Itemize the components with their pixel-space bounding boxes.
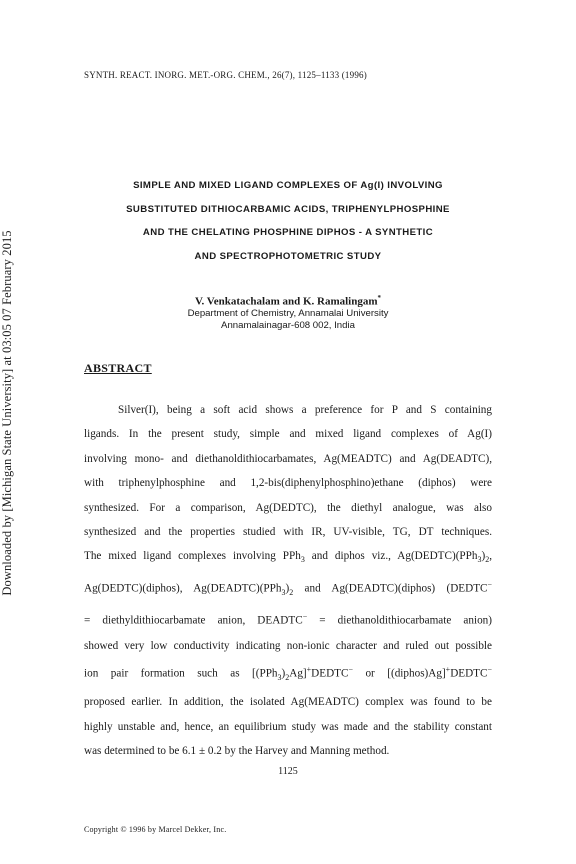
abstract-text: ): [285, 582, 290, 595]
abstract-line: [84, 605, 492, 633]
abstract-text: 2: [485, 555, 490, 565]
authors-names: V. Venkatachalam and K. Ramalingam: [194, 295, 378, 308]
abstract-text: involving mono- and diethanoldithiocarbamates, Ag(MEADTC) and Ag(DEADTC),: [84, 452, 492, 465]
abstract-line: [84, 496, 492, 520]
download-stamp: Downloaded by [Michigan State University] at 03:05 07 February 2015: [0, 230, 14, 596]
abstract-text: 3: [277, 672, 282, 682]
abstract-text: was determined to be 6.1 ± 0.2 by the Harvey and Manning method.: [84, 745, 390, 758]
abstract-text: 3: [300, 555, 305, 565]
abstract-line: [84, 544, 492, 573]
abstract-text: −: [487, 665, 492, 674]
abstract-text: −: [302, 612, 308, 622]
abstract-line: [84, 658, 492, 690]
abstract-line: [84, 398, 492, 422]
abstract-text: ion pair formation such as [(PPh: [84, 667, 278, 680]
abstract-text: Silver(I), being a soft acid shows a preference for P and S containing: [118, 404, 492, 416]
abstract-text: Ag]: [289, 667, 307, 680]
page-number: 1125: [278, 766, 298, 777]
abstract-line: [84, 471, 492, 495]
abstract-text: 3: [477, 555, 482, 565]
abstract-text: −: [348, 665, 353, 674]
abstract-line: [84, 715, 492, 739]
abstract-body: [84, 398, 492, 764]
abstract-text: ,: [489, 550, 492, 563]
abstract-line: [84, 690, 492, 714]
title-line-4: AND SPECTROPHOTOMETRIC STUDY: [194, 251, 382, 262]
abstract-text: −: [487, 580, 493, 590]
abstract-text: 3: [281, 588, 286, 598]
abstract-line: [84, 573, 492, 605]
title-line-3: AND THE CHELATING PHOSPHINE DIPHOS - A SYNTHETIC: [142, 227, 434, 238]
abstract-text: DEDTC: [450, 667, 488, 680]
abstract-text: +: [306, 665, 312, 674]
abstract-heading: ABSTRACT: [84, 361, 152, 375]
abstract-text: +: [445, 665, 451, 674]
abstract-line: [84, 634, 492, 658]
abstract-text: and Ag(DEADTC)(diphos) (DEDTC: [293, 582, 488, 595]
abstract-text: DEDTC: [311, 667, 349, 680]
abstract-text: Ag(DEDTC)(diphos), Ag(DEADTC)(PPh: [84, 582, 282, 595]
abstract-line: [84, 422, 492, 446]
abstract-line: [84, 739, 492, 763]
abstract-text: showed very low conductivity indicating non-ionic character and ruled out possible: [84, 639, 492, 652]
journal-citation: SYNTH. REACT. INORG. MET.-ORG. CHEM., 26(7), 1125–1133 (1996): [84, 70, 367, 80]
abstract-text: 2: [285, 672, 290, 682]
abstract-text: synthesized. For a comparison, Ag(DEDTC), the diethyl analogue, was also: [84, 501, 492, 514]
abstract-text: = diethyldithiocarbamate anion, DEADTC: [84, 615, 303, 628]
abstract-text: ligands. In the present study, simple and mixed ligand complexes of Ag(I): [84, 428, 492, 441]
abstract-text: synthesized and the properties studied with IR, UV-visible, TG, DT techniques.: [84, 526, 492, 539]
copyright-notice: Copyright © 1996 by Marcel Dekker, Inc.: [84, 825, 227, 834]
title-line-1: SIMPLE AND MIXED LIGAND COMPLEXES OF Ag(I) INVOLVING: [133, 180, 443, 191]
abstract-line: [84, 447, 492, 471]
title-line-2: SUBSTITUTED DITHIOCARBAMIC ACIDS, TRIPHENYLPHOSPHINE: [126, 204, 450, 215]
abstract-text: highly unstable and, hence, an equilibrium study was made and the stability constant: [84, 720, 492, 733]
authors: [60, 294, 516, 308]
abstract-text: with triphenylphosphine and 1,2-bis(diphenylphosphino)ethane (diphos) were: [84, 477, 492, 490]
abstract-text: and diphos viz., Ag(DEDTC)(PPh: [304, 550, 478, 563]
abstract-text: proposed earlier. In addition, the isolated Ag(MEADTC) complex was found to be: [84, 696, 492, 709]
abstract-text: The mixed ligand complexes involving PPh: [84, 550, 301, 563]
abstract-text: = diethanoldithiocarbamate anion): [307, 615, 492, 628]
abstract-text: or [(diphos)Ag]: [352, 667, 446, 680]
abstract-text: ): [481, 550, 486, 563]
corresponding-author-mark: *: [377, 294, 382, 302]
affiliation-line-2: Annamalainagar-608 002, India: [221, 320, 355, 331]
abstract-text: 2: [289, 588, 294, 598]
affiliation-line-1: Department of Chemistry, Annamalai University: [187, 308, 389, 319]
abstract-text: ): [281, 667, 286, 680]
abstract-line: [84, 520, 492, 544]
